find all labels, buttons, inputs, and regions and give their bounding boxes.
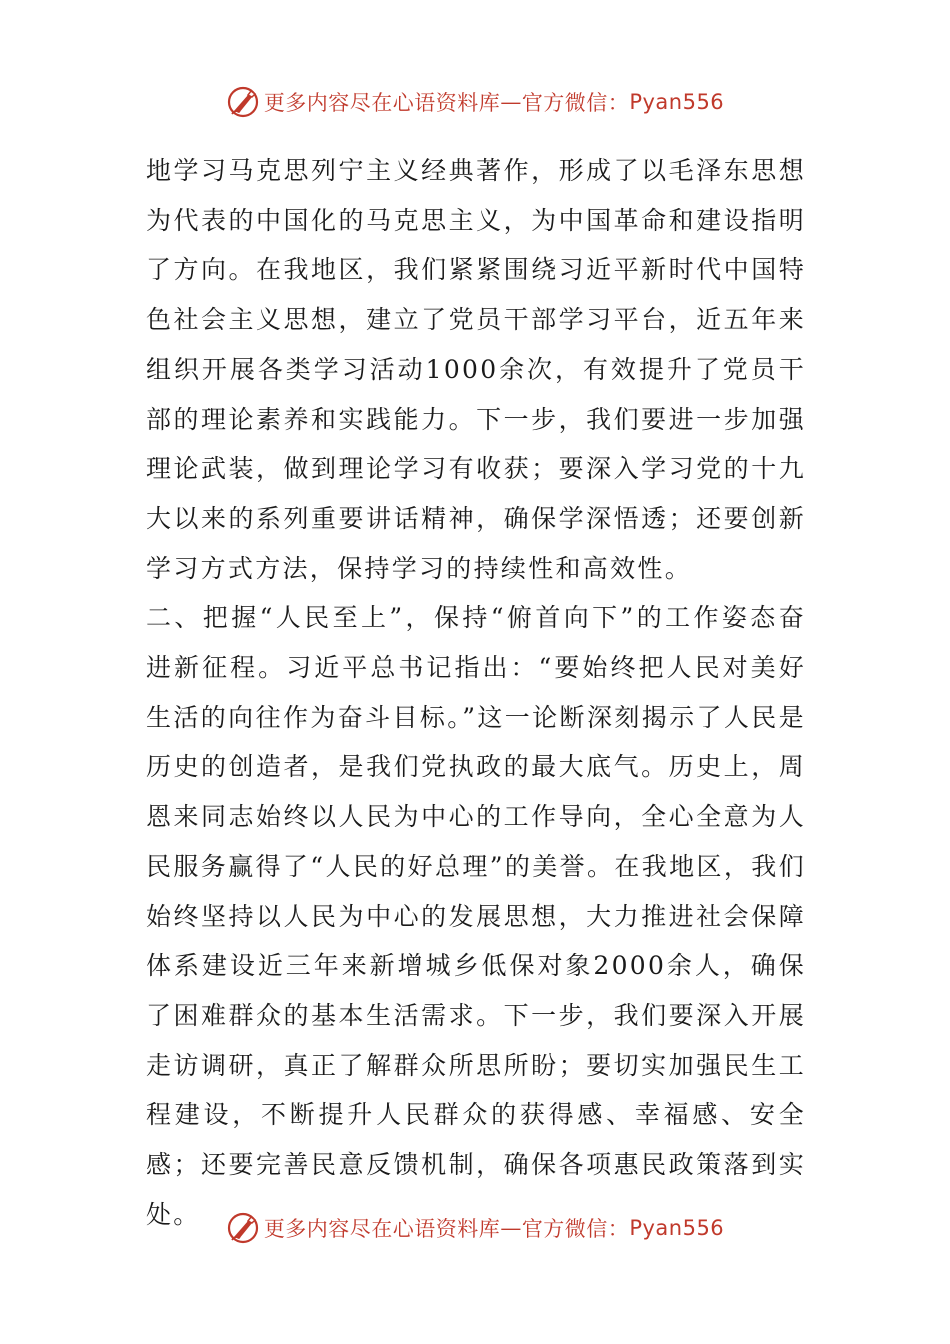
banner-label: 官方微信：: [521, 91, 630, 115]
document-body: [146, 146, 806, 1239]
banner-separator: —: [500, 90, 522, 114]
banner-label: 官方微信：: [521, 1217, 630, 1241]
body-paragraph: 地学习马克思列宁主义经典著作，形成了以毛泽东思想为代表的中国化的马克思主义，为中国革命和建设指明了方向。在我地区，我们紧紧围绕习近平新时代中国特色社会主义思想，建立了党员干部学习平台，近五年来组织开展各类学习活动1000余次，有效提升了党员干部的理论素养和实践能力。下一步，我们要进一步加强理论武装，做到理论学习有收获；要深入学习党的十九大以来的系列重要讲话精神，确保学深悟透；还要创新学习方式方法，保持学习的持续性和高效性。: [146, 156, 806, 583]
pen-logo-icon: [226, 85, 260, 119]
banner-brand: 更多内容尽在心语资料库: [263, 1217, 501, 1241]
header-banner: [0, 82, 950, 122]
banner-separator: —: [500, 1216, 522, 1240]
banner-handle: Pyan556: [629, 90, 725, 114]
pen-logo-icon: [226, 1211, 260, 1245]
banner-brand: 更多内容尽在心语资料库: [263, 91, 501, 115]
banner-handle: Pyan556: [629, 1216, 725, 1240]
body-paragraph: 二、把握“人民至上”，保持“俯首向下”的工作姿态奋进新征程。习近平总书记指出：“要始终把人民对美好生活的向往作为奋斗目标。”这一论断深刻揭示了人民是历史的创造者，是我们党执政的最大底气。历史上，周恩来同志始终以人民为中心的工作导向，全心全意为人民服务赢得了“人民的好总理”的美誉。在我地区，我们始终坚持以人民为中心的发展思想，大力推进社会保障体系建设近三年来新增城乡低保对象2000余人，确保了困难群众的基本生活需求。下一步，我们要深入开展走访调研，真正了解群众所思所盼；要切实加强民生工程建设，不断提升人民群众的获得感、幸福感、安全感；还要完善民意反馈机制，确保各项惠民政策落到实处。: [146, 603, 806, 1229]
footer-banner: [0, 1208, 950, 1248]
